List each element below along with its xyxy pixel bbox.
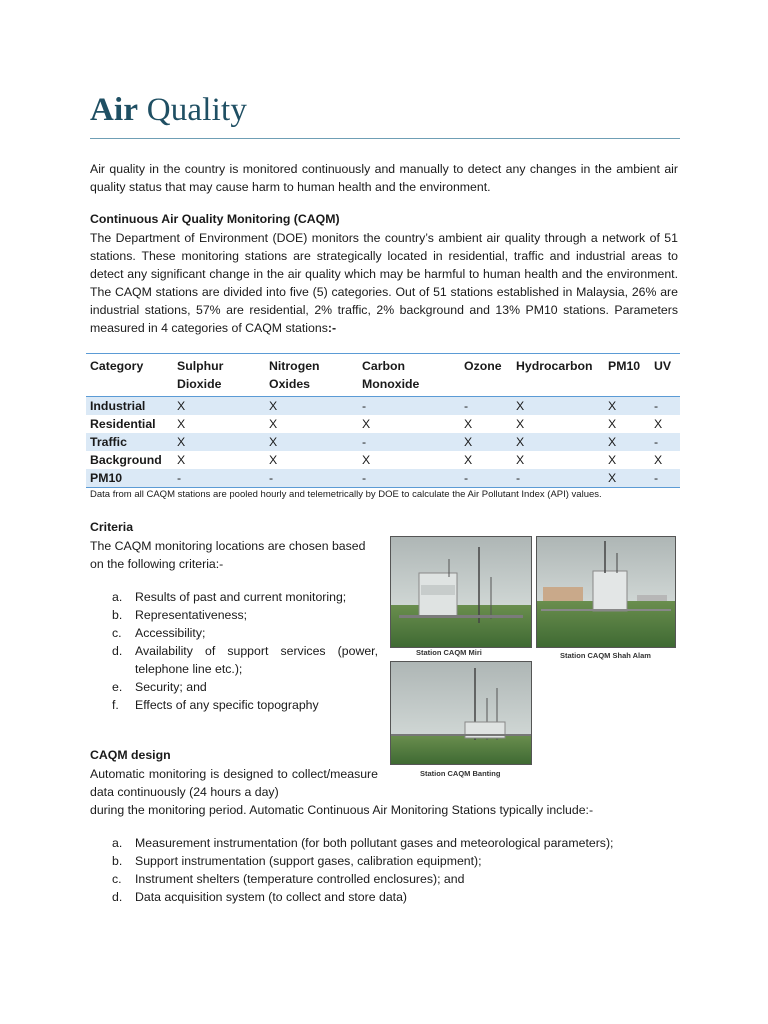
list-marker: b. bbox=[112, 854, 123, 868]
photo-caption-banting: Station CAQM Banting bbox=[420, 769, 501, 778]
list-text: Support instrumentation (support gases, calibration equipment); bbox=[135, 854, 482, 868]
list-item bbox=[90, 606, 378, 624]
col-header: UV bbox=[654, 359, 672, 373]
list-item bbox=[90, 678, 378, 696]
criteria-intro: The CAQM monitoring locations are chosen based on the following criteria:- bbox=[90, 539, 366, 571]
table-cell: X bbox=[177, 435, 186, 449]
table-cell: - bbox=[654, 435, 659, 449]
col-header: Ozone bbox=[464, 359, 502, 373]
col-header: Carbon Monoxide bbox=[362, 359, 420, 391]
list-text: Effects of any specific topography bbox=[135, 698, 319, 712]
table-cell: - bbox=[362, 399, 367, 413]
list-text: Instrument shelters (temperature controlled enclosures); and bbox=[135, 872, 465, 886]
table-cell: - bbox=[177, 471, 182, 485]
table-cell: X bbox=[464, 453, 473, 467]
list-item bbox=[90, 888, 680, 906]
table-row bbox=[86, 469, 680, 488]
table-cell: X bbox=[654, 417, 663, 431]
list-marker: a. bbox=[112, 836, 123, 850]
photo-caption-shah-alam: Station CAQM Shah Alam bbox=[560, 651, 651, 660]
col-header: Nitrogen Oxides bbox=[269, 359, 320, 391]
table-cell: X bbox=[464, 435, 473, 449]
page-title bbox=[90, 92, 247, 129]
col-header: Sulphur Dioxide bbox=[177, 359, 224, 391]
list-text: Representativeness; bbox=[135, 608, 248, 622]
list-text: Accessibility; bbox=[135, 626, 206, 640]
list-marker: d. bbox=[112, 890, 123, 904]
intro-paragraph: Air quality in the country is monitored continuously and manually to detect any changes in the ambient air quality status that may cause harm to human health and the environment. bbox=[90, 162, 678, 194]
table-cell: X bbox=[177, 417, 186, 431]
list-item bbox=[90, 696, 378, 714]
table-cell: X bbox=[654, 453, 663, 467]
caqm-paragraph bbox=[90, 229, 678, 337]
design-intro: Automatic monitoring is designed to collect/measure data continuously (24 hours a day) bbox=[90, 767, 378, 799]
table-cell: - bbox=[654, 471, 659, 485]
table-cell: X bbox=[177, 453, 186, 467]
table-cell: X bbox=[516, 417, 525, 431]
table-row bbox=[86, 397, 680, 416]
list-marker: e. bbox=[112, 680, 123, 694]
title-divider bbox=[90, 138, 680, 139]
list-text: Measurement instrumentation (for both pollutant gases and meteorological parameters); bbox=[135, 836, 614, 850]
col-header: PM10 bbox=[608, 359, 641, 373]
list-item bbox=[90, 642, 378, 678]
table-cell: X bbox=[269, 399, 278, 413]
criteria-heading: Criteria bbox=[90, 520, 134, 534]
table-cell: X bbox=[269, 453, 278, 467]
list-item bbox=[90, 852, 680, 870]
station-photo-shah-alam bbox=[536, 536, 676, 648]
table-cell: Background bbox=[90, 453, 162, 467]
table-cell: - bbox=[269, 471, 274, 485]
table-cell: Industrial bbox=[90, 399, 146, 413]
photo-caption-miri: Station CAQM Miri bbox=[416, 648, 482, 657]
caqm-body-suffix: :- bbox=[327, 321, 337, 335]
title-bold: Air bbox=[90, 92, 139, 128]
col-header: Hydrocarbon bbox=[516, 359, 593, 373]
list-marker: b. bbox=[112, 608, 123, 622]
list-item bbox=[90, 624, 378, 642]
caqm-body: The Department of Environment (DOE) monitors the country’s ambient air quality through a network of 51 stations. These monitoring stations are strategically located in residential, traffic and industrial areas to detect any significant change in the air quality which may be harmful to human health and the environment. The CAQM stations are divided into five (5) categories. Out of 51 stations established in Malaysia, 26% are industrial stations, 57% are residential, 2% traffic, 2% background and 13% PM10 stations. Parameters measured in 4 categories of CAQM stations bbox=[90, 231, 678, 335]
table-cell: X bbox=[516, 399, 525, 413]
table-cell: - bbox=[464, 399, 469, 413]
table-cell: X bbox=[269, 435, 278, 449]
table-cell: X bbox=[177, 399, 186, 413]
table-cell: X bbox=[608, 435, 617, 449]
list-text: Results of past and current monitoring; bbox=[135, 590, 347, 604]
table-cell: X bbox=[608, 417, 617, 431]
table-row bbox=[86, 451, 680, 469]
list-item bbox=[90, 870, 680, 888]
table-cell: - bbox=[464, 471, 469, 485]
list-marker: f. bbox=[112, 698, 119, 712]
list-text: Security; and bbox=[135, 680, 207, 694]
table-header-row bbox=[86, 354, 680, 397]
list-text: Data acquisition system (to collect and store data) bbox=[135, 890, 408, 904]
col-header: Category bbox=[90, 359, 144, 373]
caqm-heading: Continuous Air Quality Monitoring (CAQM) bbox=[90, 212, 340, 226]
design-intro-continued: during the monitoring period. Automatic Continuous Air Monitoring Stations typically include:- bbox=[90, 803, 594, 817]
design-heading: CAQM design bbox=[90, 748, 171, 762]
table-cell: X bbox=[362, 417, 371, 431]
table-row bbox=[86, 433, 680, 451]
station-photo-miri bbox=[390, 536, 532, 648]
table-cell: X bbox=[362, 453, 371, 467]
list-marker: c. bbox=[112, 626, 122, 640]
table-row bbox=[86, 415, 680, 433]
list-text: Availability of support services (power, telephone line etc.); bbox=[135, 644, 378, 676]
table-cell: - bbox=[516, 471, 521, 485]
table-cell: - bbox=[362, 471, 367, 485]
table-cell: X bbox=[464, 417, 473, 431]
criteria-list bbox=[90, 588, 378, 714]
design-list bbox=[90, 834, 680, 906]
table-cell: Traffic bbox=[90, 435, 127, 449]
list-item bbox=[90, 834, 680, 852]
list-marker: a. bbox=[112, 590, 123, 604]
table-cell: - bbox=[654, 399, 659, 413]
caqm-parameter-table bbox=[86, 353, 680, 488]
table-note: Data from all CAQM stations are pooled hourly and telemetrically by DOE to calculate the Air Pollutant Index (API) values. bbox=[90, 489, 602, 500]
list-marker: c. bbox=[112, 872, 122, 886]
table-cell: X bbox=[608, 453, 617, 467]
station-photo-banting bbox=[390, 661, 532, 765]
table-cell: Residential bbox=[90, 417, 156, 431]
table-cell: - bbox=[362, 435, 367, 449]
list-marker: d. bbox=[112, 644, 123, 658]
table-cell: X bbox=[608, 471, 617, 485]
title-rest: Quality bbox=[146, 92, 248, 128]
table-cell: PM10 bbox=[90, 471, 123, 485]
table-cell: X bbox=[516, 435, 525, 449]
table-cell: X bbox=[608, 399, 617, 413]
table-cell: X bbox=[269, 417, 278, 431]
table-cell: X bbox=[516, 453, 525, 467]
list-item bbox=[90, 588, 378, 606]
